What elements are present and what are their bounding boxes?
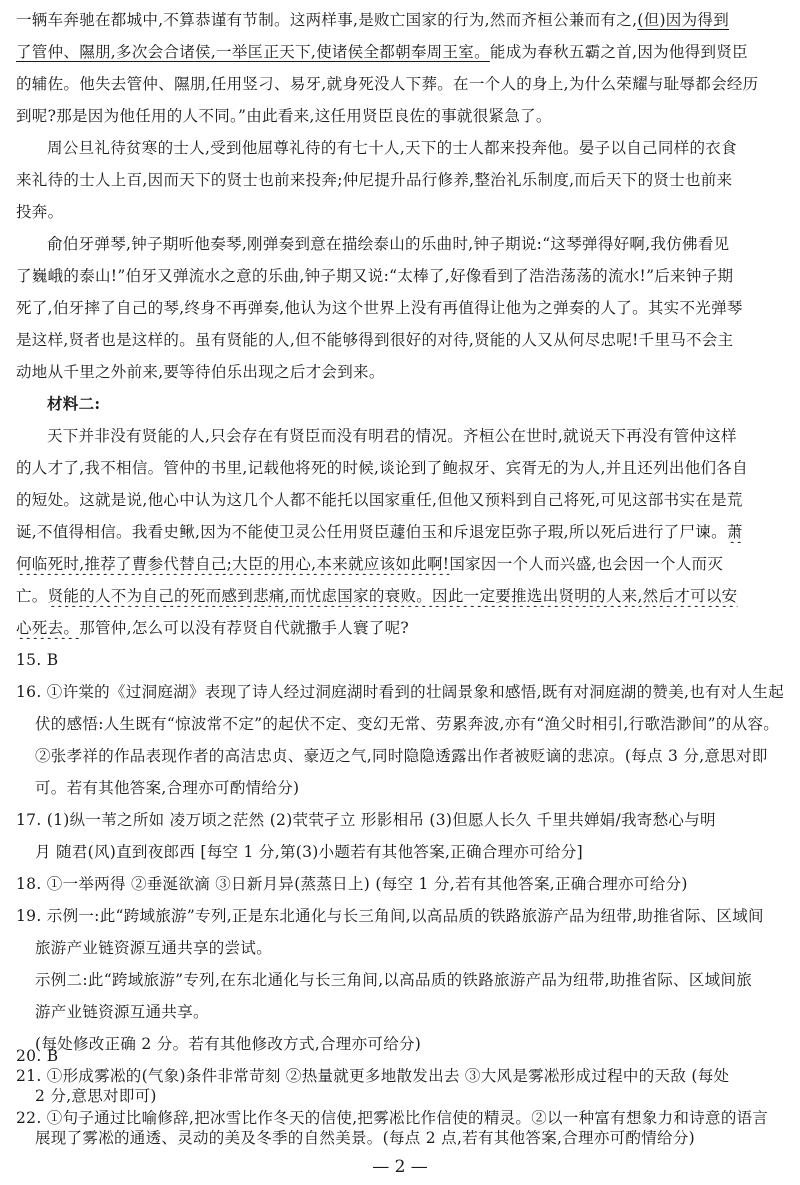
- passage-line: [16, 554, 786, 575]
- passage-line: 是这样,贤者也是这样的。虽有贤能的人,但不能够得到很好的对待,贤能的人又从何尽忠呢!千里马不会主: [16, 331, 734, 349]
- answer-19-line: 示例二:此“跨域旅游”专列,在东北通化与长三角间,以高品质的铁路旅游产品为纽带,助推省际、区域间旅: [35, 971, 753, 989]
- answer-19-line: 游产业链资源互通共享。: [35, 1003, 209, 1021]
- passage-line: 动地从千里之外前来,要等待伯乐出现之后才会到来。: [16, 363, 385, 381]
- answer-16-line: ②张孝祥的作品表现作者的高洁忠贞、豪迈之气,同时隐隐透露出作者被贬谪的悲凉。(每点 3 分,意思对即: [35, 747, 768, 765]
- answer-22-line: 展现了雾凇的通透、灵动的美及冬季的自然美景。(每点 2 点,若有其他答案,合理亦可酌情给分): [35, 1129, 695, 1147]
- text-span: 能成为春秋五霸之首,因为他得到贤臣: [489, 43, 748, 61]
- passage-line: 死了,伯牙摔了自己的琴,终身不再弹奏,他认为这个世界上没有再值得让他为之弹奏的人了。其实不光弹琴: [16, 299, 743, 317]
- answer-16-line: 伏的感悟:人生既有“惊波常不定”的起伏不定、变幻无常、劳累奔波,亦有“渔父时相引,行歌浩渺间”的从容。: [35, 715, 780, 733]
- answer-15: 15. B: [16, 651, 59, 669]
- answer-16-line: 可。若有其他答案,合理亦可酌情给分): [35, 779, 300, 797]
- answer-17-line: 17. (1)纵一苇之所如 凌万顷之茫然 (2)茕茕孑立 形影相吊 (3)但愿人长久 千里共婵娟/我寄愁心与明: [16, 811, 716, 829]
- passage-line: 俞伯牙弹琴,钟子期听他奏琴,刚弹奏到意在描绘泰山的乐曲时,钟子期说:“这琴弹得好啊,我仿佛看见: [47, 235, 730, 253]
- passage-line: 的人才了,我不相信。管仲的书里,记载他将死的时候,谈论到了鲍叔牙、宾胥无的为人,并且还列出他们各自: [16, 459, 748, 477]
- passage-line: [16, 10, 786, 31]
- passage-line: 的短处。这就是说,他心中认为这几个人都不能托以国家重任,但他又预料到自己将死,可见这部书实在是荒: [16, 491, 743, 509]
- passage-line: 周公旦礼待贫寒的士人,受到他屈尊礼待的有七十人,天下的士人都来投奔他。晏子以自己同样的衣食: [47, 139, 737, 157]
- text-span: 国家因一个人而兴盛,也会因一个人而灭: [449, 555, 724, 573]
- answer-20: 20. B: [16, 1047, 59, 1065]
- passage-line: [16, 618, 786, 639]
- passage-line: [16, 586, 786, 607]
- passage-line: [16, 522, 786, 543]
- passage-line: 了巍峨的泰山!”伯牙又弹流水之意的乐曲,钟子期又说:“太棒了,好像看到了浩浩荡荡的流水!”后来钟子期: [16, 267, 734, 285]
- answer-18: 18. ①一举两得 ②垂涎欲滴 ③日新月异(蒸蒸日上) (每空 1 分,若有其他答案,正确合理亦可给分): [16, 875, 688, 893]
- answer-21-line: 2 分,意思对即可): [35, 1087, 157, 1105]
- text-span: 那管仲,怎么可以没有荐贤自代就撒手人寰了呢?: [79, 619, 410, 637]
- passage-line: 天下并非没有贤能的人,只会存在有贤臣而没有明君的情况。齐桓公在世时,就说天下再没有管仲这样: [47, 427, 737, 445]
- underlined-text: 了管仲、隰朋,多次会合诸侯,一举匡正天下,使诸侯全都朝奉周王室。: [16, 43, 490, 61]
- answer-16-line: 16. ①许棠的《过洞庭湖》表现了诗人经过洞庭湖时看到的壮阔景象和感悟,既有对洞庭湖的赞美,也有对人生起: [16, 683, 785, 701]
- wavy-underlined-text: 何临死时,推荐了曹参代替自己;大臣的用心,本来就应该如此啊!: [16, 555, 450, 573]
- wavy-underlined-text: 心死去。: [16, 619, 80, 637]
- answer-19-line: (每处修改正确 2 分。若有其他修改方式,合理亦可给分): [35, 1035, 422, 1053]
- answer-17-line: 月 随君(风)直到夜郎西 [每空 1 分,第(3)小题若有其他答案,正确合理亦可给分]: [35, 843, 583, 861]
- passage-line: 投奔。: [16, 203, 64, 221]
- answer-22-line: 22. ①句子通过比喻修辞,把冰雪比作冬天的信使,把雾凇比作信使的精灵。②以一种富有想象力和诗意的语言: [16, 1109, 769, 1127]
- text-span: 诞,不值得相信。我看史鳅,因为不能使卫灵公任用贤臣蘧伯玉和斥退宠臣弥子瑕,所以死后进行了尸谏。: [16, 523, 727, 541]
- wavy-underlined-text: 贤能的人不为自己的死而感到悲痛,而忧虑国家的衰败。: [47, 587, 433, 605]
- answer-21-line: 21. ①形成雾凇的(气象)条件非常苛刻 ②热量就更多地散发出去 ③大风是雾凇形成过程中的天敌 (每处: [16, 1067, 730, 1085]
- text-span: 亡。: [16, 587, 48, 605]
- passage-line: 的辅佐。他失去管仲、隰朋,任用竖刁、易牙,就身死没人下葬。在一个人的身上,为什么荣耀与耻辱都会经历: [16, 75, 759, 93]
- material-heading: 材料二:: [47, 394, 101, 413]
- wavy-underlined-text: 因此一定要推选出贤明的人来,然后才可以安: [432, 587, 738, 605]
- text-span: 一辆车奔驰在都城中,不算恭谨有节制。这两样事,是败亡国家的行为,然而齐桓公兼而有之,: [16, 11, 638, 29]
- answer-19-line: 旅游产业链资源互通共享的尝试。: [35, 939, 273, 957]
- page-number: — 2 —: [372, 1157, 428, 1177]
- passage-line: [16, 42, 786, 63]
- answer-19-line: 19. 示例一:此“跨域旅游”专列,正是东北通化与长三角间,以高品质的铁路旅游产品为纽带,助推省际、区域间: [16, 907, 764, 925]
- passage-line: 到呢?那是因为他任用的人不同。”由此看来,这任用贤臣良佐的事就很紧急了。: [16, 107, 552, 125]
- underlined-text: (但)因为得到: [637, 11, 730, 29]
- passage-line: 来礼待的士人上百,因而天下的贤士也前来投奔;仲尼提升品行修养,整治礼乐制度,而后天下的贤士也前来: [16, 171, 733, 189]
- wavy-underlined-text: 萧: [726, 523, 743, 541]
